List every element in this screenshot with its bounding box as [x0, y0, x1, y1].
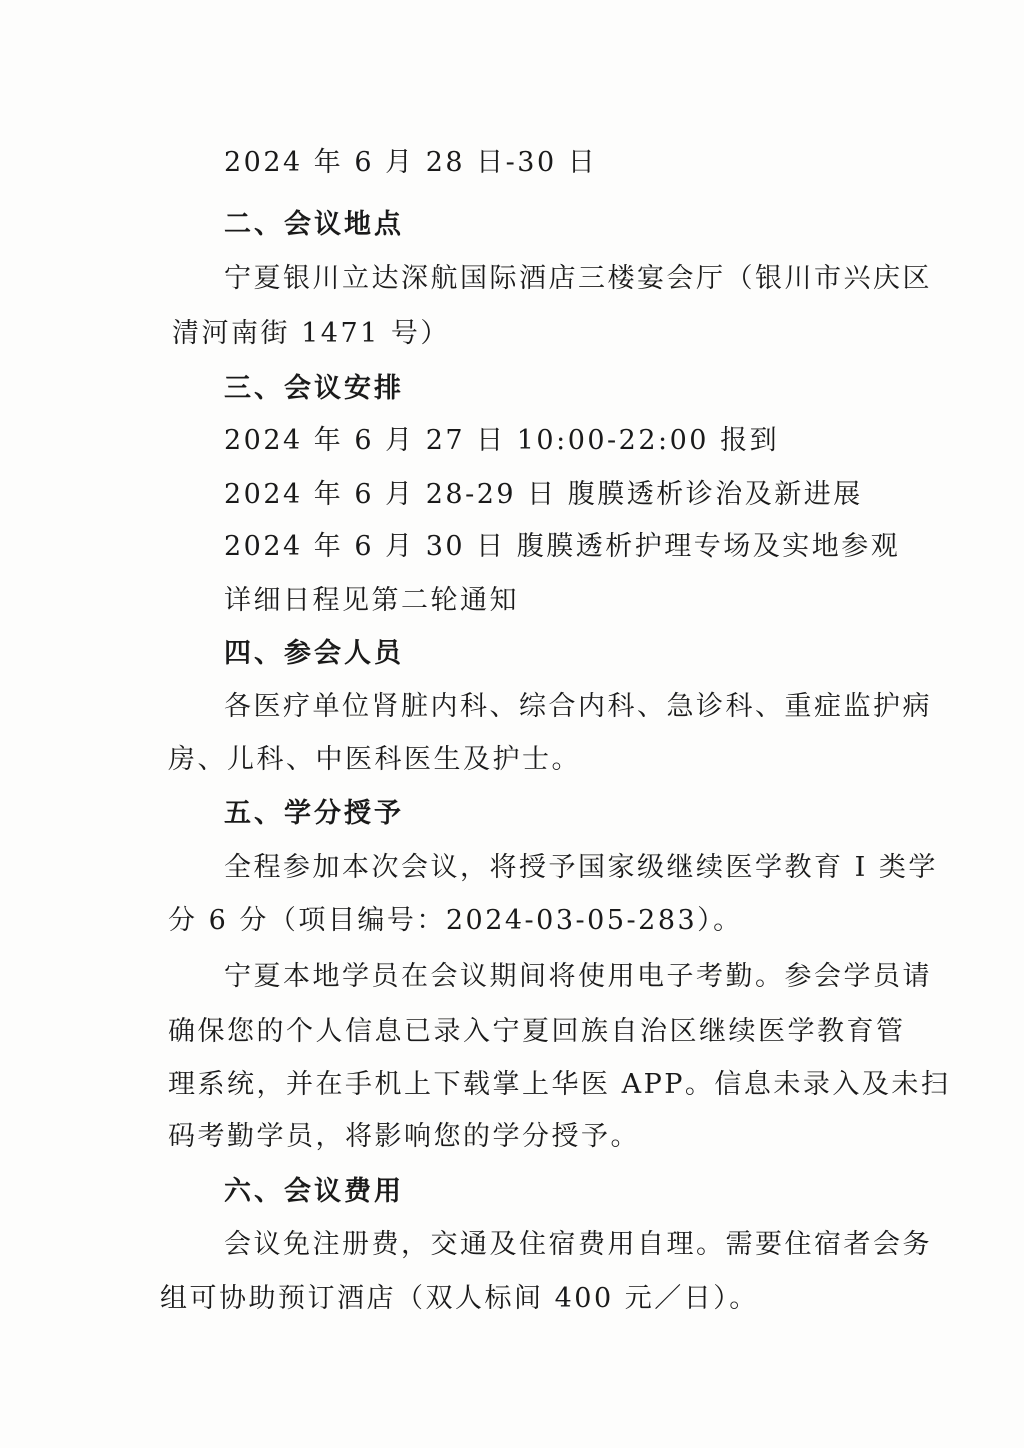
fees-line-1: 会议免注册费，交通及住宿费用自理。需要住宿者会务	[224, 1229, 932, 1260]
credits-line-2: 分 6 分（项目编号：2024-03-05-283）。	[168, 905, 743, 936]
schedule-item: 2024 年 6 月 27 日 10:00-22:00 报到	[224, 425, 780, 456]
section-heading-credits: 五、学分授予	[224, 798, 404, 829]
schedule-item: 2024 年 6 月 28-29 日 腹膜透析诊治及新进展	[224, 479, 863, 510]
schedule-item: 2024 年 6 月 30 日 腹膜透析护理专场及实地参观	[224, 531, 901, 562]
location-line-1: 宁夏银川立达深航国际酒店三楼宴会厅（银川市兴庆区	[224, 263, 932, 294]
attendance-line-1: 宁夏本地学员在会议期间将使用电子考勤。参会学员请	[224, 961, 932, 992]
location-line-2: 清河南街 1471 号）	[172, 318, 450, 349]
credits-line-1: 全程参加本次会议，将授予国家级继续医学教育 I 类学	[224, 852, 938, 883]
attendees-line-1: 各医疗单位肾脏内科、综合内科、急诊科、重症监护病	[224, 691, 932, 722]
section-heading-attendees: 四、参会人员	[224, 638, 404, 669]
fees-line-2: 组可协助预订酒店（双人标间 400 元／日）。	[160, 1283, 759, 1314]
section-heading-schedule: 三、会议安排	[224, 373, 404, 404]
attendees-line-2: 房、儿科、中医科医生及护士。	[168, 744, 581, 775]
section-heading-fees: 六、会议费用	[224, 1176, 404, 1207]
section-heading-location: 二、会议地点	[224, 209, 404, 240]
attendance-line-2: 确保您的个人信息已录入宁夏回族自治区继续医学教育管	[168, 1016, 906, 1047]
date-line: 2024 年 6 月 28 日-30 日	[224, 147, 598, 178]
schedule-note: 详细日程见第二轮通知	[224, 585, 519, 616]
attendance-line-3: 理系统，并在手机上下载掌上华医 APP。信息未录入及未扫	[168, 1069, 951, 1100]
attendance-line-4: 码考勤学员，将影响您的学分授予。	[168, 1121, 640, 1152]
